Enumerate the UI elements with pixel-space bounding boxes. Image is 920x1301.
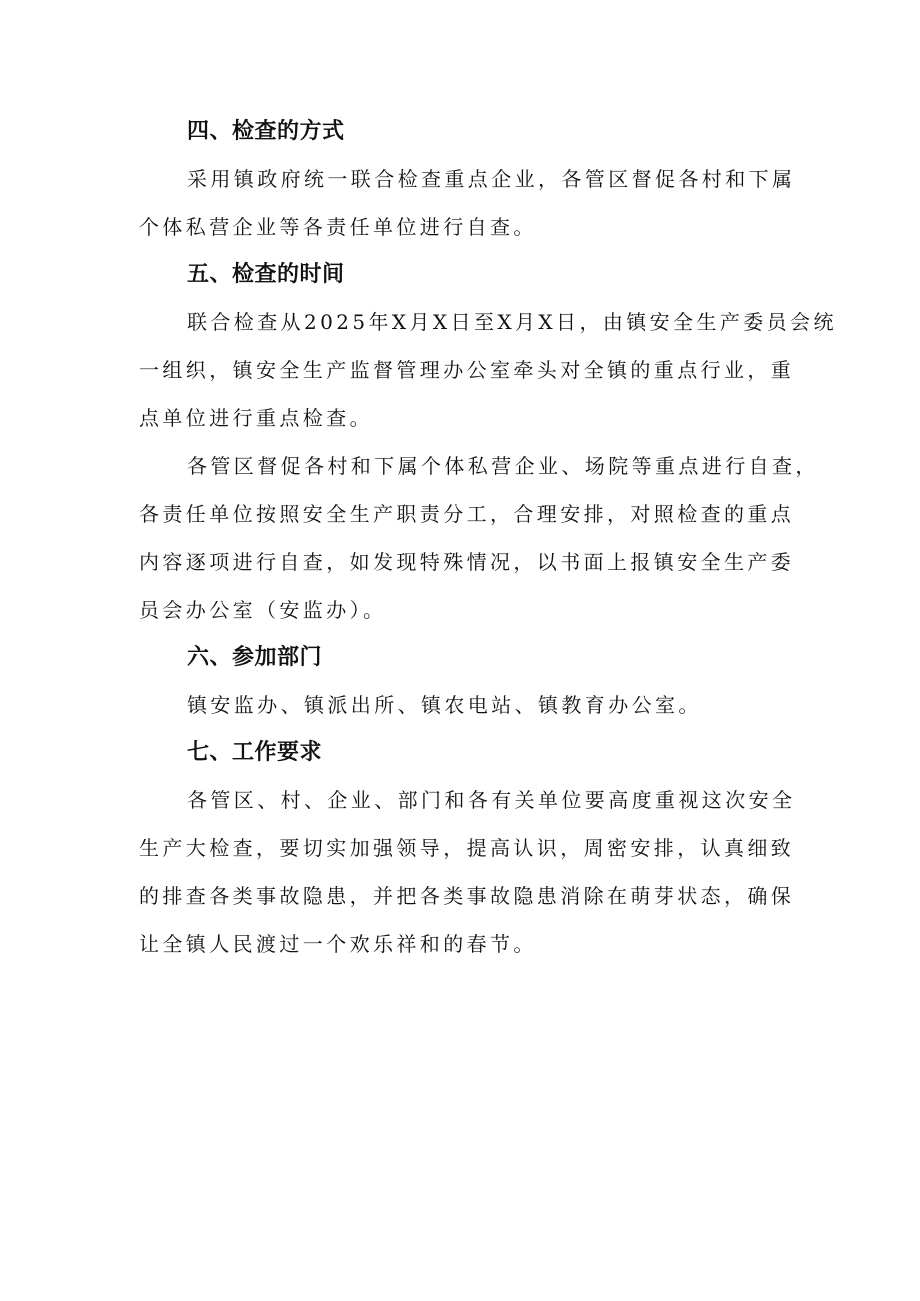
text-line: 的排查各类事故隐患，并把各类事故隐患消除在萌芽状态，确保 — [139, 884, 795, 908]
section-heading-5: 五、检查的时间 — [187, 262, 345, 287]
section-heading-7: 七、工作要求 — [187, 740, 323, 765]
text-line: 员会办公室（安监办）。 — [139, 598, 387, 622]
section-heading-4: 四、检查的方式 — [187, 119, 345, 144]
paragraph — [139, 776, 796, 968]
text-line: 各管区督促各村和下属个体私营企业、场院等重点进行自查， — [187, 454, 819, 478]
paragraph — [139, 298, 837, 442]
text-line: 各管区、村、企业、部门和各有关单位要高度重视这次安全 — [187, 788, 796, 812]
document-body — [139, 108, 837, 968]
text-line: 内容逐项进行自查，如发现特殊情况，以书面上报镇安全生产委 — [139, 550, 795, 574]
paragraph — [139, 442, 819, 634]
text-line: 让全镇人民渡过一个欢乐祥和的春节。 — [139, 932, 537, 956]
text-line: 个体私营企业等各责任单位进行自查。 — [139, 215, 537, 239]
text-line: 一组织，镇安全生产监督管理办公室牵头对全镇的重点行业，重 — [139, 358, 795, 382]
text-line: 采用镇政府统一联合检查重点企业，各管区督促各村和下属 — [187, 167, 796, 191]
text-line: 生产大检查，要切实加强领导，提高认识，周密安排，认真细致 — [139, 836, 795, 860]
text-line: 联合检查从2025年X月X日至X月X日，由镇安全生产委员会统 — [187, 310, 837, 334]
section-heading-6: 六、参加部门 — [187, 645, 323, 670]
text-line: 镇安监办、镇派出所、镇农电站、镇教育办公室。 — [187, 693, 702, 717]
text-line: 点单位进行重点检查。 — [139, 406, 373, 430]
paragraph — [139, 155, 796, 251]
paragraph — [139, 681, 789, 729]
text-line: 各责任单位按照安全生产职责分工，合理安排，对照检查的重点 — [139, 502, 795, 526]
